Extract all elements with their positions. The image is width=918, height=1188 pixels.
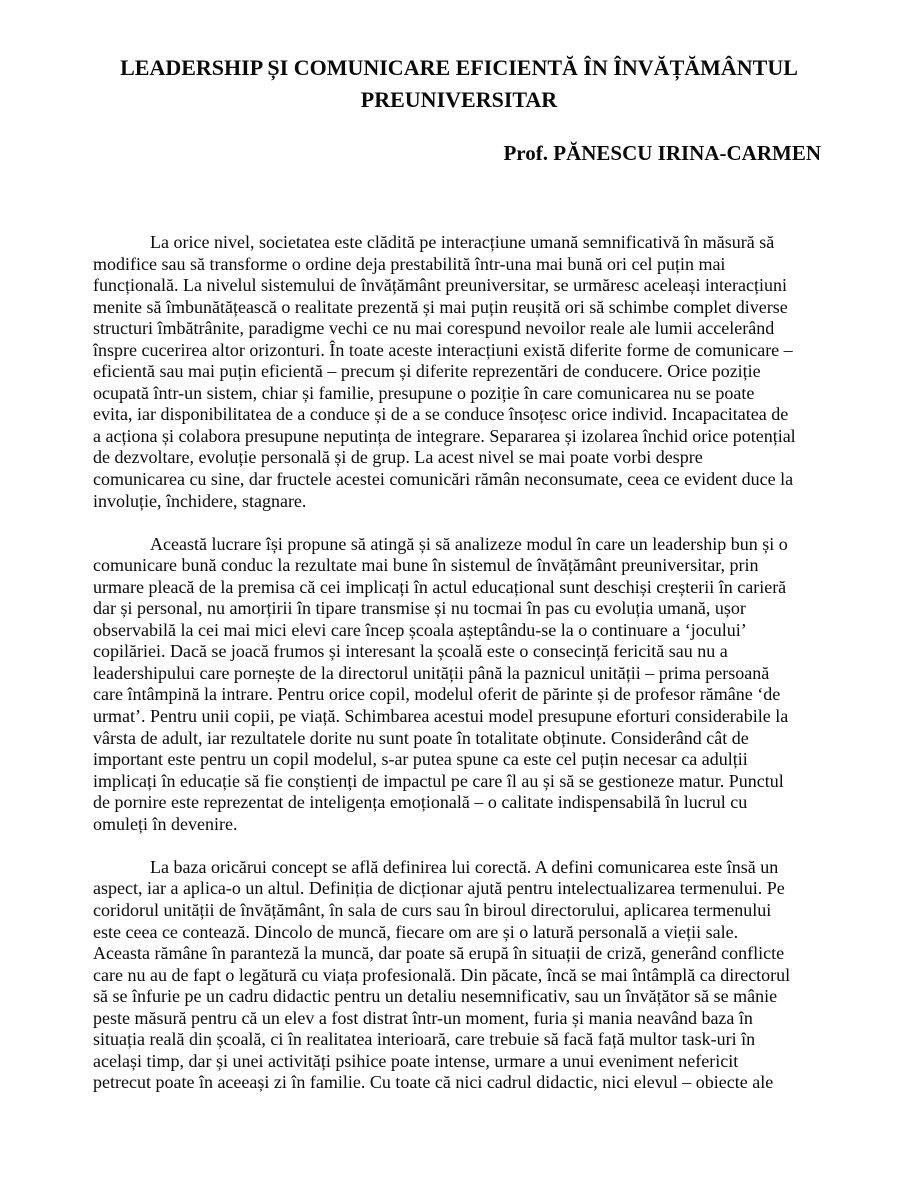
text-line: leadershipului care pornește de la directorul unității până la paznicul unității – prima persoană [93, 662, 770, 683]
text-line: petrecut poate în aceeași zi în familie. Cu toate că nici cadrul didactic, nici elevul – obiecte ale [93, 1072, 774, 1093]
text-line: situația reală din școală, ci în realitatea interioară, care trebuie să facă față multor task-uri în [93, 1029, 756, 1050]
text-line: de pornire este reprezentat de inteligența emoțională – o calitate indispensabilă în lucrul cu [93, 792, 748, 813]
text-line: implicați în educație să fie conștienți de impactul pe care îl au și să se gestioneze matur. Punctul [93, 770, 784, 791]
text-line: involuție, închidere, stagnare. [93, 490, 307, 511]
paragraph [93, 232, 843, 512]
title-line-1: LEADERSHIP ȘI COMUNICARE EFICIENTĂ ÎN ÎNVĂȚĂMÂNTUL [120, 55, 798, 80]
text-line: important este pentru un copil modelul, s-ar putea spune ca este cel puțin necesar ca adulții [93, 749, 748, 770]
text-line: vârsta de adult, iar rezultatele dorite nu sunt poate în totalitate obținute. Considerând cât de [93, 727, 749, 748]
text-line: La baza oricărui concept se află definirea lui corectă. A defini comunicarea este însă un [150, 856, 779, 877]
text-line: coridorul unității de învățământ, în sala de curs sau în biroul directorului, aplicarea termenului [93, 899, 772, 920]
document-body [93, 232, 843, 1094]
text-line: ocupată într-un sistem, chiar și familie, presupune o poziție în care comunicarea nu se poate [93, 382, 755, 403]
paragraph [93, 534, 843, 836]
text-line: dar și personal, nu amorțirii în tipare transmise și nu tocmai în pas cu evoluția umană, ușor [93, 598, 746, 619]
text-line: Această lucrare își propune să atingă și să analizeze modul în care un leadership bun și o [150, 533, 788, 554]
text-line: comunicare bună conduc la rezultate mai bune în sistemul de învățământ preuniversitar, prin [93, 555, 759, 576]
text-line: care întâmpină la intrare. Pentru orice copil, modelul oferit de părinte și de profesor rămâne ‘de [93, 684, 781, 705]
text-line: peste măsură pentru că un elev a fost distrat într-un moment, furia și mania neavând baza în [93, 1007, 753, 1028]
text-line: observabilă la cei mai mici elevi care încep școala așteptându-se la o continuare a ‘jocului’ [93, 619, 747, 640]
title-line-2: PREUNIVERSITAR [360, 87, 558, 112]
text-line: este ceea ce contează. Dincolo de muncă, fiecare om are și o latură personală a vieții sale. [93, 921, 739, 942]
text-line: care nu au de fapt o legătură cu viața profesională. Din păcate, încă se mai întâmplă ca directorul [93, 964, 791, 985]
text-line: evita, iar disponibilitatea de a conduce și de a se conduce însoțesc orice individ. Incapacitatea de [93, 404, 789, 425]
text-line: structuri îmbătrânite, paradigme vechi ce nu mai corespund nevoilor reale ale lumii accelerând [93, 318, 775, 339]
text-line: Aceasta rămâne în paranteză la muncă, dar poate să erupă în situații de criză, generând conflicte [93, 943, 785, 964]
text-line: modifice sau să transforme o ordine deja prestabilită într-una mai bună ori cel puțin mai [93, 253, 726, 274]
text-line: de dezvoltare, evoluție personală și de grup. La acest nivel se mai poate vorbi despre [93, 447, 703, 468]
text-line: La orice nivel, societatea este clădită pe interacțiune umană semnificativă în măsură să [150, 232, 775, 252]
paragraph [93, 857, 843, 1094]
text-line: menite să îmbunătățească o realitate prezentă și mai puțin reușită ori să schimbe complet diverse [93, 296, 788, 317]
text-line: omuleți în devenire. [93, 813, 238, 834]
author-line: Prof. PĂNESCU IRINA-CARMEN [503, 141, 821, 165]
text-line: să se înfurie pe un cadru didactic pentru un detaliu nesemnificativ, sau un învățător să se mânie [93, 986, 778, 1007]
text-line: înspre cucerirea altor orizonturi. În toate aceste interacțiuni există diferite forme de comunicare – [93, 339, 793, 360]
text-line: urmare pleacă de la premisa că cei implicați în actul educațional sunt deschiși creșterii în carieră [93, 576, 787, 597]
text-line: eficientă sau mai puțin eficientă – precum și diferite reprezentări de conducere. Orice poziție [93, 361, 761, 382]
text-line: urmat’. Pentru unii copii, pe viață. Schimbarea acestui model presupune eforturi considerabile la [93, 706, 789, 727]
text-line: funcțională. La nivelul sistemului de învățământ preuniversitar, se urmăresc aceleași interacțiuni [93, 275, 788, 296]
text-line: a acționa și colabora presupune neputința de integrare. Separarea și izolarea închid orice potențial [93, 425, 796, 446]
text-line: copilăriei. Dacă se joacă frumos și interesant la școală este o consecință fericită sau nu a [93, 641, 728, 662]
text-line: același timp, dar și unei activități psihice poate intense, urmare a unui eveniment nefericit [93, 1050, 739, 1071]
document-title [92, 52, 826, 116]
text-line: aspect, iar a aplica-o un altul. Definiția de dicționar ajută pentru intelectualizarea termenului. Pe [93, 878, 785, 899]
text-line: comunicarea cu sine, dar fructele acestei comunicări rămân neconsumate, ceea ce evident duce la [93, 469, 794, 490]
